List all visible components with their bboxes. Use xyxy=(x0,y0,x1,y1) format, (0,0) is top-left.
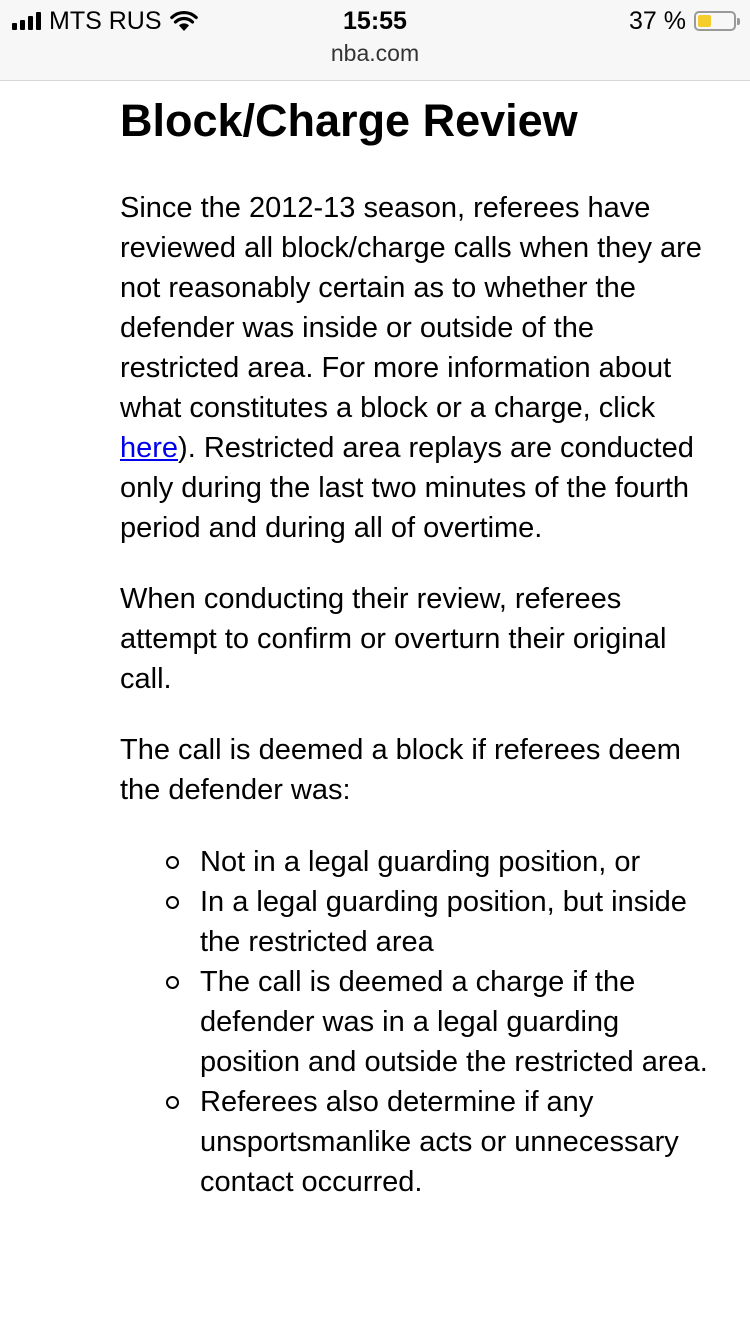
list-item: Referees also determine if any unsportsmanlike acts or unnecessary contact occurred. xyxy=(200,1082,720,1202)
clock: 15:55 xyxy=(343,7,407,35)
list-item: Not in a legal guarding position, or xyxy=(200,842,720,882)
criteria-list xyxy=(120,842,720,1202)
article xyxy=(120,80,720,1202)
page-title: Block/Charge Review xyxy=(120,95,578,146)
intro-paragraph xyxy=(120,188,720,548)
status-bar xyxy=(0,0,750,81)
battery-percent: 37 % xyxy=(629,6,686,35)
battery-icon xyxy=(694,11,736,31)
block-criteria-paragraph: The call is deemed a block if referees deem the defender was: xyxy=(120,734,681,806)
list-item: The call is deemed a charge if the defender was in a legal guarding position and outside the restricted area. xyxy=(200,962,720,1082)
battery-fill xyxy=(698,15,711,27)
here-link[interactable]: here xyxy=(120,432,179,464)
intro-text-end: ). Restricted area replays are conducted only during the last two minutes of the fourth period and during all of overtime. xyxy=(120,432,694,544)
carrier-name: MTS RUS xyxy=(49,6,162,35)
address-bar-url[interactable]: nba.com xyxy=(330,40,420,66)
review-paragraph: When conducting their review, referees attempt to confirm or overturn their original call. xyxy=(120,583,667,695)
list-item: In a legal guarding position, but inside the restricted area xyxy=(200,882,720,962)
battery-group xyxy=(629,6,736,36)
intro-text-start: Since the 2012-13 season, referees have reviewed all block/charge calls when they are not reasonably certain as to whether the defender was inside or outside of the restricted area. For more information about what constitutes a block or a charge, click xyxy=(120,192,702,424)
